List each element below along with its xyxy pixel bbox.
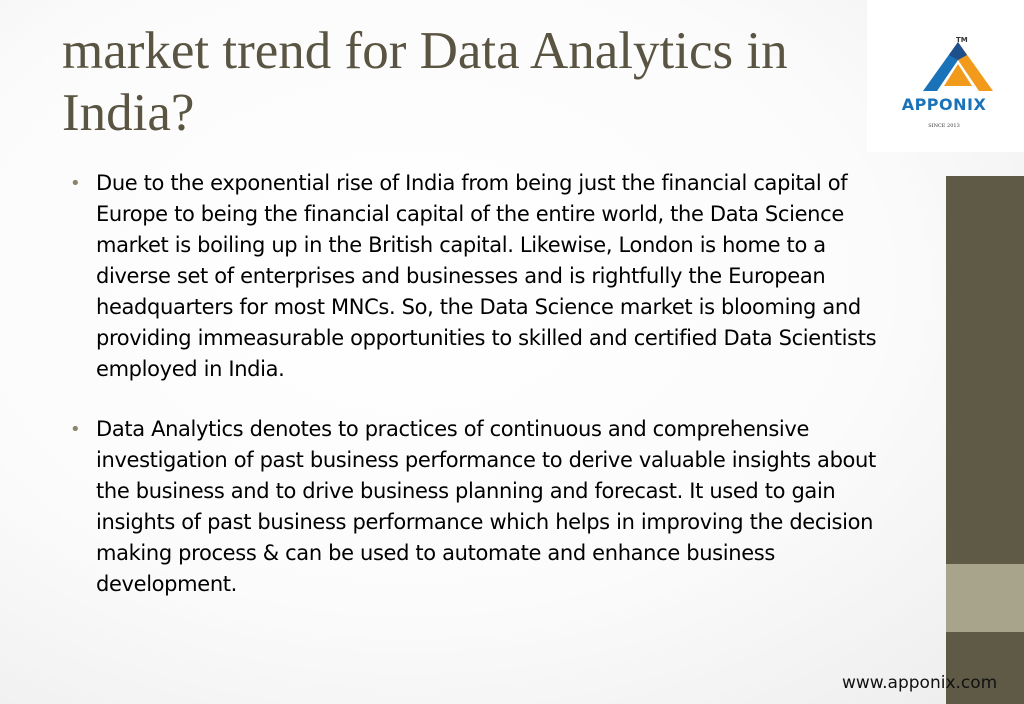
- sidebar-accent-dark: [946, 176, 1024, 564]
- slide-title: market trend for Data Analytics in India?: [62, 22, 788, 142]
- bullet-icon: •: [70, 173, 81, 194]
- bullet-icon: •: [70, 419, 81, 440]
- bullet-text: Due to the exponential rise of India from being just the financial capital of Europe to being the financial capital of the entire world, the Data Science market is boiling up in the British capital. Likewise, London is home to a diverse set of enterprises and businesses and is rightfully the European headquarters for most MNCs. So, the Data Science market is blooming and providing immeasurable opportunities to skilled and certified Data Scientists employed in India.: [96, 171, 877, 381]
- bullet-item: [70, 414, 900, 600]
- bullet-item: [70, 168, 900, 385]
- logo-since: SINCE 2013: [928, 123, 960, 129]
- logo-wordmark: APPONIX: [901, 95, 987, 114]
- apponix-triangle-logo-icon: [867, 0, 1024, 152]
- bullet-list: [70, 168, 900, 600]
- sidebar-accent-dark-bottom: [946, 632, 1024, 704]
- footer-url[interactable]: www.apponix.com: [842, 673, 998, 693]
- sidebar-accent-light: [946, 564, 1024, 632]
- apponix-logo: [867, 0, 1024, 152]
- bullet-text: Data Analytics denotes to practices of continuous and comprehensive investigation of past business performance to derive valuable insights about the business and to drive business planning and forecast. It used to gain insights of past business performance which helps in improving the decision making process & can be used to automate and enhance business development.: [96, 417, 876, 596]
- logo-trademark: TM: [956, 36, 968, 44]
